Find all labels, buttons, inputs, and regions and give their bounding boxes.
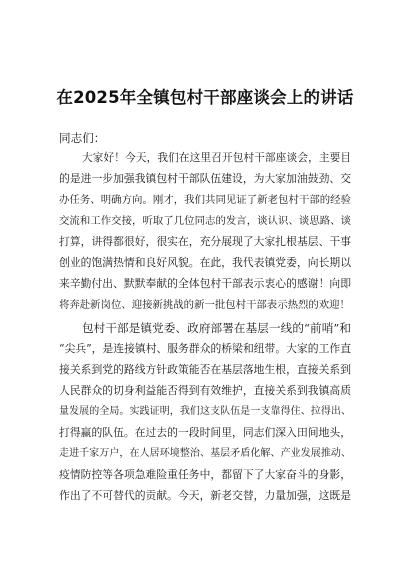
paragraph-line: 大家好！今天，我们在这里召开包村干部座谈会，主要目	[82, 152, 351, 164]
paragraph-line: 交流和工作交接，听取了几位同志的发言，谈认识、谈思路、谈	[59, 215, 351, 227]
paragraph-line: 作出了不可替代的贡献。今天，新老交替，力量加强，这既是	[59, 489, 351, 502]
paragraph-line: 创业的饱满热情和良好风貌。在此，我代表镇党委，向长期以	[59, 256, 351, 269]
paragraph-line: 办任务、明确方向。刚才，我们共同见证了新老包村干部的经验	[59, 194, 351, 206]
paragraph-line: “尖兵”，是连接镇村、服务群众的桥梁和纽带。大家的工作直	[59, 342, 351, 355]
document-title: 在2025年全镇包村干部座谈会上的讲话	[56, 88, 354, 107]
paragraph-line: 疫情防控等各项急难险重任务中，都留下了大家奋斗的身影，	[59, 468, 351, 481]
salutation: 同志们：	[59, 131, 106, 145]
paragraph-line: 打算，讲得都很好，很实在，充分展现了大家扎根基层、干事	[59, 235, 351, 248]
paragraph-line: 人民群众的切身利益能否得到有效维护，直接关系到我镇高质	[59, 384, 351, 397]
paragraph-line: 打得赢的队伍。在过去的一段时间里，同志们深入田间地头，	[59, 426, 351, 439]
paragraph-line: 量发展的全局。实践证明，我们这支队伍是一支靠得住、拉得出、	[59, 406, 351, 417]
paragraph-line: 将奔赴新岗位、迎接新挑战的新一批包村干部表示热烈的欢迎！	[59, 299, 350, 311]
paragraph-line: 接关系到党的路线方针政策能否在基层落地生根，直接关系到	[59, 363, 351, 376]
paragraph-line: 包村干部是镇党委、政府部署在基层一线的“前哨”和	[82, 321, 351, 335]
paragraph-line: 来辛勤付出、默默奉献的全体包村干部表示衷心的感谢！向即	[59, 277, 351, 290]
paragraph-line: 走进千家万户，在人居环境整治、基层矛盾化解、产业发展推动、	[59, 448, 351, 459]
paragraph-line: 的是进一步加强我镇包村干部队伍建设，为大家加油鼓劲、交	[59, 172, 351, 185]
